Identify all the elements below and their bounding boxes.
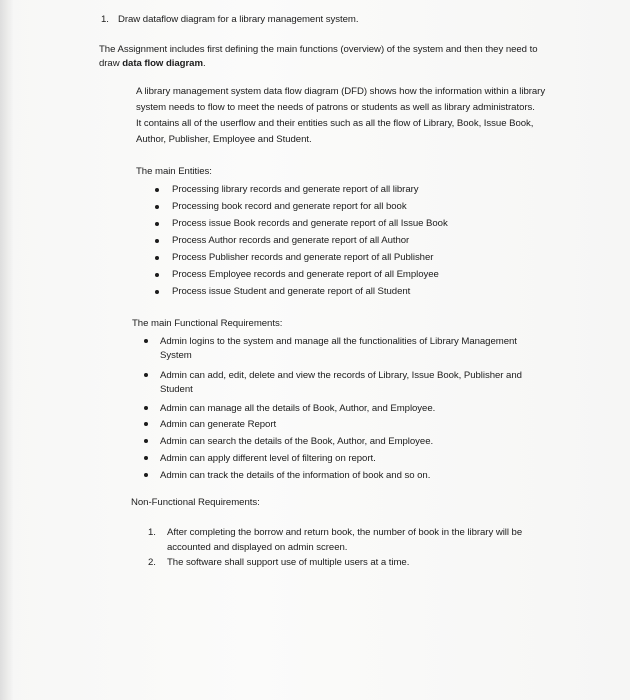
bullet xyxy=(155,205,159,209)
bullet xyxy=(144,456,148,460)
bullet xyxy=(144,473,148,477)
bullet xyxy=(155,256,159,260)
description-line-1: A library management system data flow diagram (DFD) shows how the information within a library xyxy=(136,86,546,97)
bullet xyxy=(144,339,148,343)
entity-item: Processing book record and generate report for all book xyxy=(172,201,407,212)
functional-item: Admin can manage all the details of Book, Author, and Employee. xyxy=(160,403,436,414)
nonfunctional-item: After completing the borrow and return book, the number of book in the library will be xyxy=(167,527,523,538)
bullet xyxy=(155,290,159,294)
entity-item: Process Author records and generate report of all Author xyxy=(172,235,410,246)
entity-item: Process issue Book records and generate report of all Issue Book xyxy=(172,218,448,229)
bullet xyxy=(144,422,148,426)
nonfunctional-number: 2. xyxy=(148,557,156,568)
entities-heading: The main Entities: xyxy=(136,166,212,177)
bullet xyxy=(155,188,159,192)
nonfunctional-heading: Non-Functional Requirements: xyxy=(131,497,260,508)
bullet xyxy=(144,406,148,410)
functional-item: Admin can add, edit, delete and view the records of Library, Issue Book, Publisher and xyxy=(160,370,522,381)
functional-heading: The main Functional Requirements: xyxy=(132,318,283,329)
functional-item-continuation: System xyxy=(160,350,192,361)
nonfunctional-item: The software shall support use of multiple users at a time. xyxy=(167,557,410,568)
entity-item: Process Publisher records and generate report of all Publisher xyxy=(172,252,434,263)
functional-item: Admin can track the details of the information of book and so on. xyxy=(160,470,431,481)
nonfunctional-item-continuation: accounted and displayed on admin screen. xyxy=(167,542,348,553)
functional-item: Admin can apply different level of filtering on report. xyxy=(160,453,376,464)
bullet xyxy=(144,439,148,443)
description-line-4: Author, Publisher, Employee and Student. xyxy=(136,134,312,145)
assignment-line-1: The Assignment includes first defining the main functions (overview) of the system and then they need to xyxy=(99,44,538,55)
entity-item: Processing library records and generate report of all library xyxy=(172,184,419,195)
entity-item: Process Employee records and generate report of all Employee xyxy=(172,269,439,280)
functional-item: Admin can search the details of the Book, Author, and Employee. xyxy=(160,436,434,447)
question-number: 1. xyxy=(101,14,109,25)
assignment-bold-term: data flow diagram xyxy=(122,58,203,69)
entity-item: Process issue Student and generate report of all Student xyxy=(172,286,411,297)
functional-item: Admin logins to the system and manage all the functionalities of Library Management xyxy=(160,336,517,347)
page-edge-shadow xyxy=(0,0,14,700)
functional-item-continuation: Student xyxy=(160,384,193,395)
bullet xyxy=(155,273,159,277)
assignment-line-2: draw data flow diagram. xyxy=(99,58,206,69)
bullet xyxy=(155,222,159,226)
description-line-2: system needs to flow to meet the needs of patrons or students as well as library administrators. xyxy=(136,102,535,113)
bullet xyxy=(144,373,148,377)
description-line-3: It contains all of the userflow and their entities such as all the flow of Library, Book, Issue Book, xyxy=(136,118,534,129)
bullet xyxy=(155,239,159,243)
nonfunctional-number: 1. xyxy=(148,527,156,538)
functional-item: Admin can generate Report xyxy=(160,419,277,430)
question-title: Draw dataflow diagram for a library management system. xyxy=(118,14,359,25)
